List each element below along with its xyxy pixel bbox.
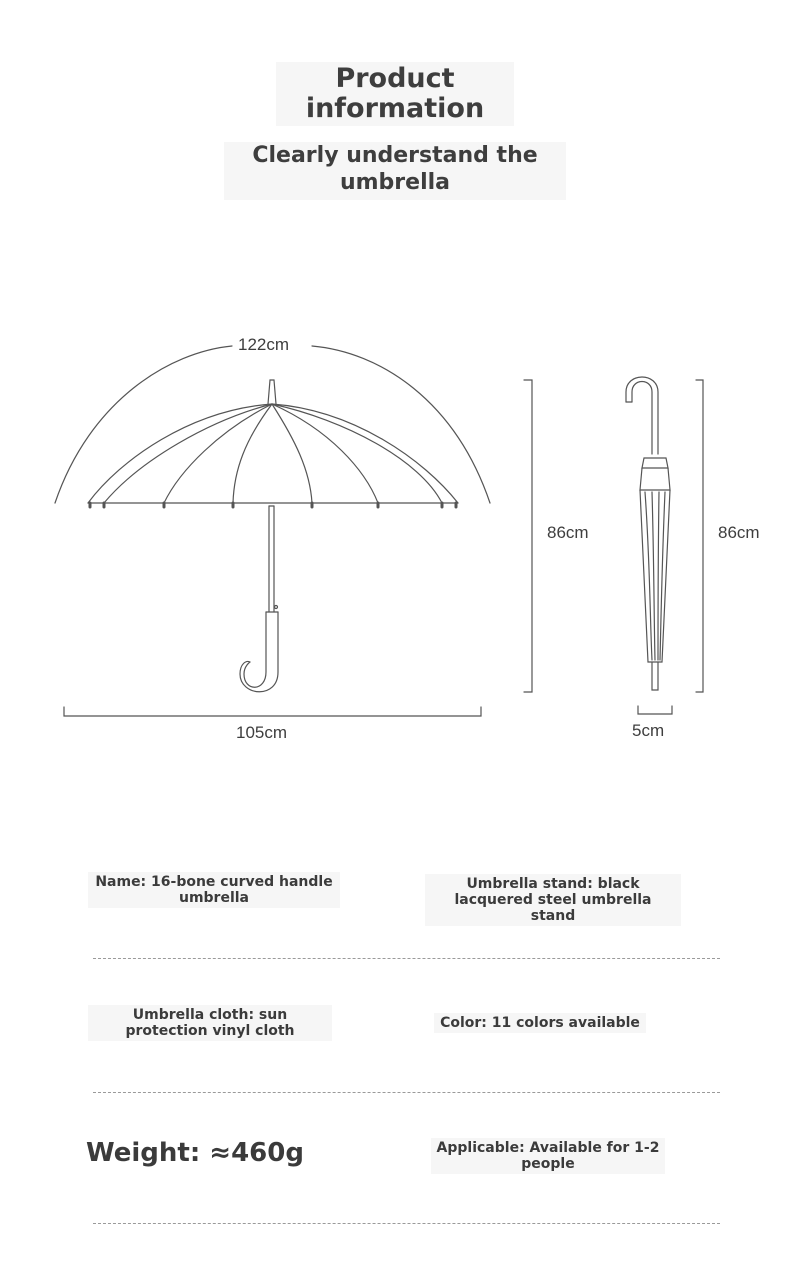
divider	[93, 1223, 720, 1224]
spec-applicable	[425, 1138, 671, 1174]
diameter-dimension-line	[638, 706, 672, 714]
width-dimension-label: 105cm	[236, 723, 288, 742]
divider	[93, 1092, 720, 1093]
open-umbrella-icon	[88, 380, 458, 692]
spec-stand	[425, 874, 681, 926]
spec-stand-text: Umbrella stand: black lacquered steel umbrella stand	[425, 874, 681, 926]
arc-dimension-label: 122cm	[238, 335, 290, 354]
spec-name-text: Name: 16-bone curved handle umbrella	[88, 872, 340, 908]
spec-color-text: Color: 11 colors available	[434, 1013, 646, 1033]
height-dimension-line-open	[524, 380, 532, 692]
spec-weight: Weight: ≈460g	[86, 1138, 304, 1168]
page-subtitle-text: Clearly understand the umbrella	[224, 142, 565, 200]
page-title	[0, 62, 790, 126]
closed-diameter-label: 5cm	[632, 721, 665, 740]
width-dimension-line	[64, 707, 481, 716]
page-subtitle	[0, 142, 790, 200]
spec-name	[88, 872, 340, 908]
open-height-label: 86cm	[547, 523, 589, 542]
page-title-text: Product information	[276, 62, 514, 126]
spec-applicable-text: Applicable: Available for 1-2 people	[431, 1138, 666, 1174]
closed-umbrella-icon	[626, 377, 670, 690]
spec-cloth-text: Umbrella cloth: sun protection vinyl cloth	[88, 1005, 332, 1041]
spec-cloth	[88, 1005, 332, 1041]
umbrella-diagram	[0, 320, 790, 760]
closed-height-label: 86cm	[718, 523, 760, 542]
spec-color	[410, 1013, 670, 1033]
arc-dimension-line	[55, 346, 232, 503]
height-dimension-line-closed	[696, 380, 703, 692]
divider	[93, 958, 720, 959]
